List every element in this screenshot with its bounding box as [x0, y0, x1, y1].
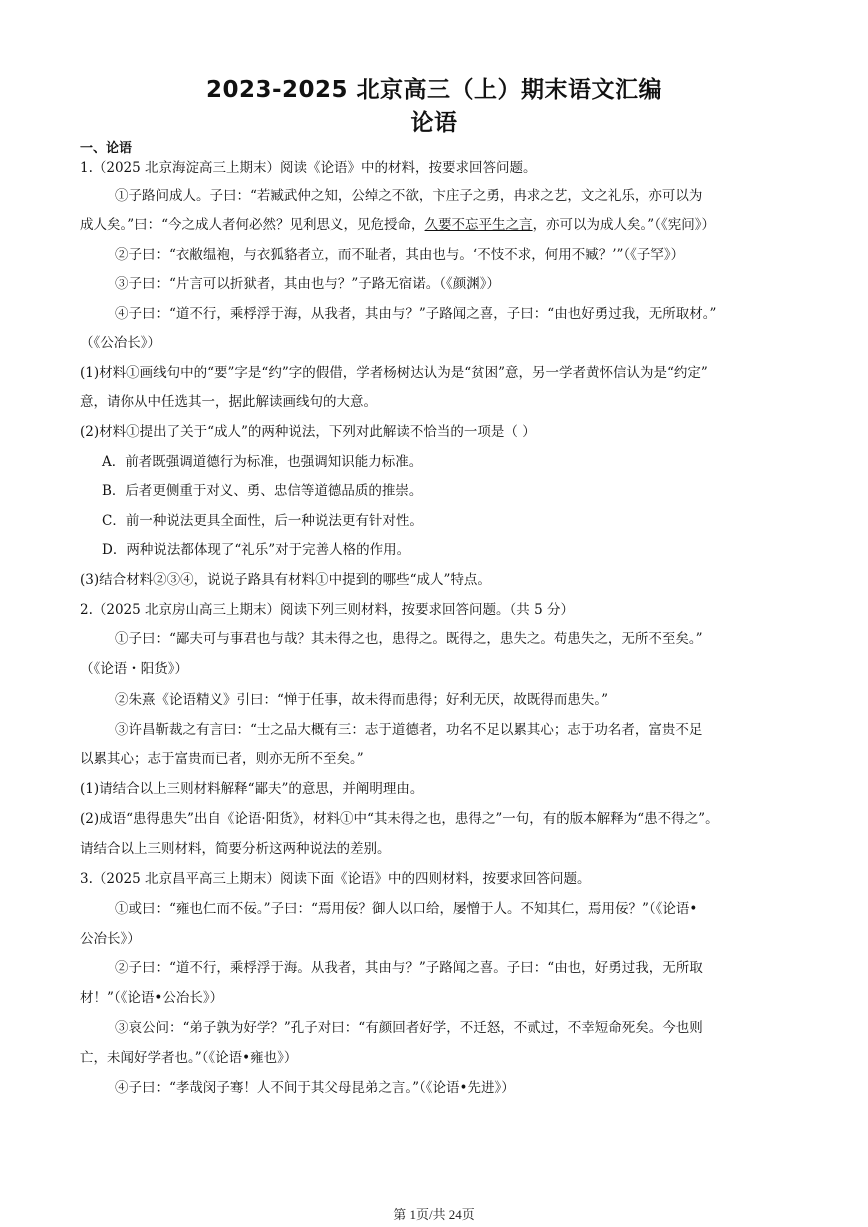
q2-sub-2-line1: (2)成语“患得患失”出自《论语·阳货》，材料①中“其未得之也，患得之”一句，有的版本解释为“患不得之”。: [80, 811, 719, 827]
q3-material-2-line1: ②子曰：“道不行，乘桴浮于海。从我者，其由与？”子路闻之喜。子曰：“由也，好勇过我，无所取: [115, 960, 703, 976]
q1-material-1-line2: [80, 215, 790, 235]
q1-option-c: C．前一种说法更具全面性，后一种说法更有针对性。: [102, 513, 423, 529]
q2-material-3-line1: ③许昌靳裁之有言曰：“士之品大概有三：志于道德者，功名不足以累其心；志于功名者，富贵不足: [115, 722, 703, 738]
q1-sub-2: (2)材料①提出了关于“成人”的两种说法，下列对此解读不恰当的一项是（ ）: [80, 424, 536, 440]
q2-material-2: ②朱熹《论语精义》引曰：“惮于任事，故未得而患得；好利无厌，故既得而患失。”: [115, 692, 609, 708]
q1-material-2: ②子曰：“衣敝缊袍，与衣狐貉者立，而不耻者，其由也与。‘不忮不求，何用不臧？’”（《子罕》）: [115, 247, 685, 263]
q1-option-d: D．两种说法都体现了“礼乐”对于完善人格的作用。: [102, 542, 411, 558]
q1-sub-3: (3)结合材料②③④，说说子路具有材料①中提到的哪些“成人”特点。: [80, 572, 491, 588]
q2-material-3-line2: 以累其心；志于富贵而已者，则亦无所不至矣。”: [80, 751, 364, 767]
q1-material-4-line2: （《公冶长》）: [80, 335, 161, 351]
q2-heading: 2.（2025 北京房山高三上期末）阅读下列三则材料，按要求回答问题。（共 5 分）: [80, 602, 574, 618]
q1-material-4-line1: ④子曰：“道不行，乘桴浮于海，从我者，其由与？”子路闻之喜，子曰：“由也好勇过我，无所取材。”: [115, 306, 717, 322]
q2-material-1-line1: ①子曰：“鄙夫可与事君也与哉？其未得之也，患得之。既得之，患失之。苟患失之，无所不至矣。”: [115, 631, 703, 647]
q1-sub-1-line1: (1)材料①画线句中的“要”字是“约”字的假借，学者杨树达认为是“贫困”意，另一学者黄怀信认为是“约定”: [80, 365, 708, 381]
q2-sub-1: (1)请结合以上三则材料解释“鄙夫”的意思，并阐明理由。: [80, 781, 424, 797]
document-title: 2023-2025 北京高三（上）期末语文汇编: [205, 77, 663, 103]
q1-option-a: A．前者既强调道德行为标准，也强调知识能力标准。: [102, 454, 423, 470]
q2-sub-2-line2: 请结合以上三则材料，简要分析这两种说法的差别。: [80, 841, 391, 857]
q1-material-1-line1: ①子路问成人。子曰：“若臧武仲之知，公绰之不欲，卞庄子之勇，冉求之艺，文之礼乐，亦可以为: [115, 188, 703, 204]
q3-material-3-line1: ③哀公问：“弟子孰为好学？”孔子对曰：“有颜回者好学，不迁怒，不贰过，不幸短命死矣。今也则: [115, 1020, 703, 1036]
q1-option-b: B．后者更侧重于对义、勇、忠信等道德品质的推崇。: [102, 483, 423, 499]
q3-material-1-line1: ①或曰：“雍也仁而不佞。”子曰：“焉用佞？御人以口给，屡憎于人。不知其仁，焉用佞？”（《论语•: [115, 901, 698, 917]
q3-material-4: ④子曰：“孝哉闵子骞！人不间于其父母昆弟之言。”（《论语•先进》）: [115, 1080, 515, 1096]
q1-material-1-text-a: 成人矣。”曰：“今之成人者何必然？见利思义，见危授命，: [80, 217, 425, 233]
q1-material-3: ③子曰：“片言可以折狱者，其由也与？”子路无宿诺。（《颜渊》）: [115, 276, 501, 292]
q1-underlined-sentence: 久要不忘平生之言: [424, 217, 533, 233]
q3-material-3-line2: 亡，未闻好学者也。”（《论语•雍也》）: [80, 1050, 298, 1066]
q1-heading: 1.（2025 北京海淀高三上期末）阅读《论语》中的材料，按要求回答问题。: [80, 160, 537, 176]
q1-material-1-text-b: ，亦可以为成人矣。”（《宪问》）: [532, 217, 715, 233]
page-footer: 第 1页/共 24页: [393, 1207, 475, 1222]
q1-sub-1-line2: 意，请你从中任选其一，据此解读画线句的大意。: [80, 394, 377, 410]
section-heading: 一、论语: [80, 141, 133, 156]
q3-material-1-line2: 公冶长》）: [80, 931, 141, 947]
q2-material-1-line2: （《论语・阳货》）: [80, 661, 188, 677]
q3-heading: 3.（2025 北京昌平高三上期末）阅读下面《论语》中的四则材料，按要求回答问题。: [80, 871, 591, 887]
q3-material-2-line2: 材！”（《论语•公冶长》）: [80, 990, 224, 1006]
document-subtitle: 论语: [410, 110, 458, 136]
